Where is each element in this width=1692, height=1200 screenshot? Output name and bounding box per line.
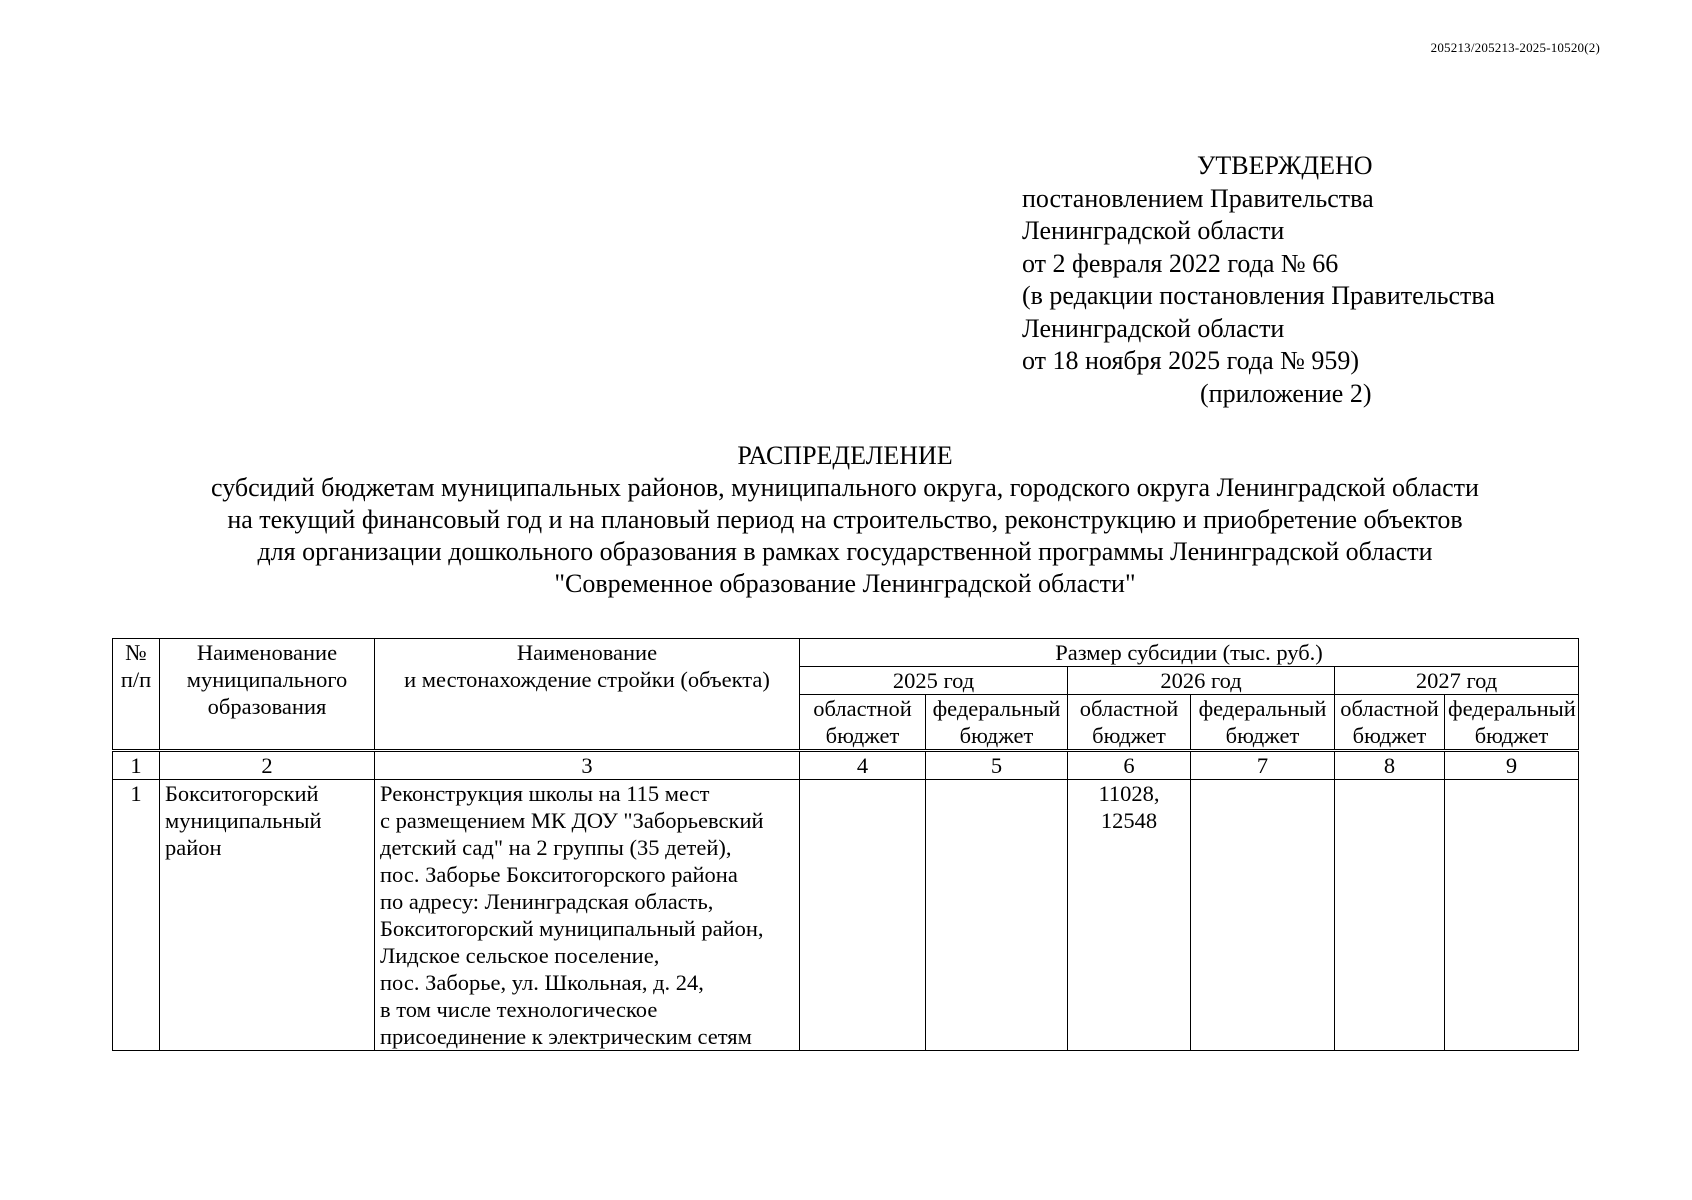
approval-stamp	[1022, 150, 1642, 410]
amount-2025-regional	[800, 780, 926, 1051]
column-number: 1	[113, 751, 160, 780]
header-subsidy: Размер субсидии (тыс. руб.)	[800, 639, 1579, 667]
header-regional-budget: областной бюджет	[1068, 695, 1191, 751]
approval-title: УТВЕРЖДЕНО	[1197, 151, 1373, 180]
approval-line: Ленинградской области	[1022, 216, 1285, 245]
column-number: 3	[375, 751, 800, 780]
column-number: 8	[1335, 751, 1445, 780]
row-municipality: Бокситогорский муниципальный район	[160, 780, 375, 1051]
amount-2027-regional	[1335, 780, 1445, 1051]
header-year-2025: 2025 год	[800, 667, 1068, 695]
header-federal-budget: федеральный бюджет	[926, 695, 1068, 751]
column-number: 6	[1068, 751, 1191, 780]
title-line: субсидий бюджетам муниципальных районов, муниципального округа, городского округа Ленинградской области	[211, 473, 1479, 502]
column-number: 2	[160, 751, 375, 780]
approval-line: Ленинградской области	[1022, 313, 1285, 343]
header-year-2027: 2027 год	[1335, 667, 1579, 695]
approval-line: (в редакции постановления Правительства	[1022, 281, 1495, 310]
row-num: 1	[113, 780, 160, 1051]
header-federal-budget: федеральный бюджет	[1445, 695, 1579, 751]
approval-line: постановлением Правительства	[1022, 183, 1374, 213]
appendix-label: (приложение 2)	[1200, 378, 1372, 408]
column-number-row	[113, 751, 1579, 780]
header-regional-budget: областной бюджет	[1335, 695, 1445, 751]
header-municipality: Наименование муниципального образования	[160, 639, 375, 751]
column-number: 7	[1191, 751, 1335, 780]
approval-line: от 2 февраля 2022 года № 66	[1022, 248, 1339, 278]
amount-2026-regional: 11028, 12548	[1068, 780, 1191, 1051]
table-row	[113, 780, 1579, 1051]
header-object: Наименование и местонахождение стройки (объекта)	[375, 639, 800, 751]
document-title	[110, 440, 1580, 600]
approval-line: от 18 ноября 2025 года № 959)	[1022, 346, 1360, 375]
header-federal-budget: федеральный бюджет	[1191, 695, 1335, 751]
row-object: Реконструкция школы на 115 мест с размещением МК ДОУ "Заборьевский детский сад" на 2 группы (35 детей), пос. Заборье Бокситогорского района по адресу: Ленинградская область, Бокситогорский муниципальный район, Лидское сельское поселение, пос. Заборье, ул. Школьная, д. 24, в том числе технологическое присоединение к электрическим сетям	[375, 780, 800, 1051]
amount-2026-federal	[1191, 780, 1335, 1051]
title-heading: РАСПРЕДЕЛЕНИЕ	[737, 441, 953, 470]
title-line: "Современное образование Ленинградской области"	[554, 569, 1136, 598]
header-year-2026: 2026 год	[1068, 667, 1335, 695]
subsidy-table	[112, 638, 1579, 1051]
document-id: 205213/205213-2025-10520(2)	[1430, 40, 1600, 55]
column-number: 9	[1445, 751, 1579, 780]
column-number: 4	[800, 751, 926, 780]
amount-2025-federal	[926, 780, 1068, 1051]
title-line: для организации дошкольного образования в рамках государственной программы Ленинградской области	[257, 537, 1433, 566]
column-number: 5	[926, 751, 1068, 780]
title-line: на текущий финансовый год и на плановый период на строительство, реконструкцию и приобретение объектов	[227, 505, 1463, 534]
header-num: № п/п	[113, 639, 160, 751]
amount-2027-federal	[1445, 780, 1579, 1051]
header-regional-budget: областной бюджет	[800, 695, 926, 751]
